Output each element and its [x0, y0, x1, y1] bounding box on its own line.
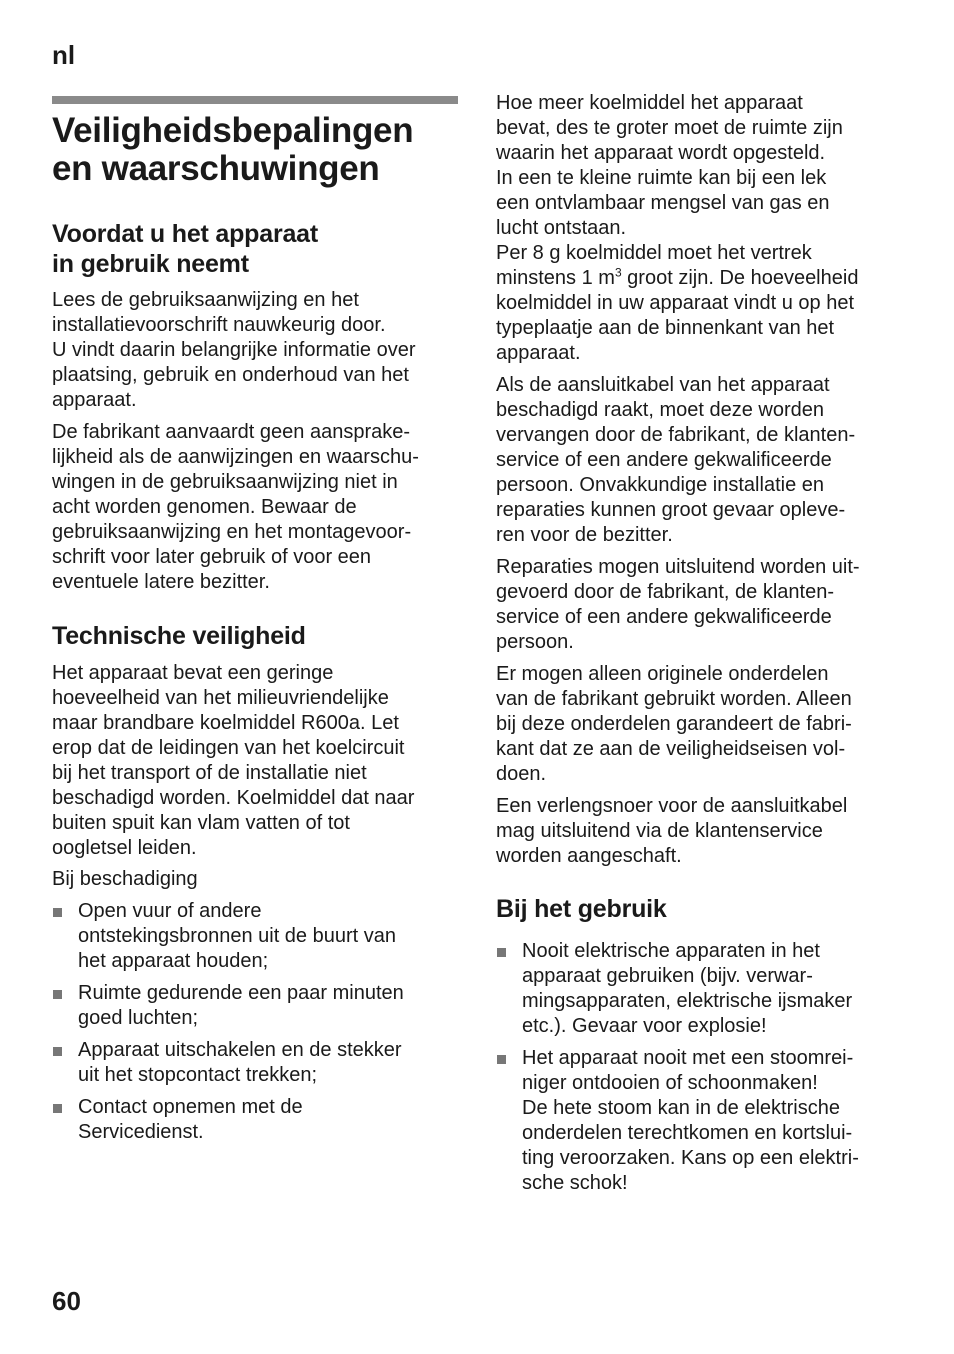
list-item: Contact opnemen met de Servicedienst. — [52, 1095, 472, 1145]
right-paragraph-4 — [496, 662, 916, 787]
bullet-square-icon — [53, 1047, 62, 1056]
damage-bullet-list — [52, 899, 472, 1145]
section-technical-safety — [52, 621, 472, 651]
during-use-bullet-list — [496, 939, 916, 1196]
language-label: nl — [52, 40, 76, 70]
section-heading-technical-safety: Technische veiligheid — [52, 622, 306, 650]
list-item: Open vuur of andere ontstekingsbronnen uit de buurt van het apparaat houden; — [52, 899, 472, 974]
right-paragraph-3 — [496, 555, 916, 655]
paragraph: Het apparaat bevat een geringe hoeveelheid van het milieuvriendelijke maar brandbare koelmiddel R600a. Let erop dat de leidingen van het koelcircuit bij het transport of de installatie niet beschadigd worden. Koelmiddel dat naar buiten spuit kan vlam vatten of tot oogletsel leiden. — [52, 662, 415, 859]
paragraph: Een verlengsnoer voor de aansluitkabel mag uitsluitend via de klantenservice worden aangeschaft. — [496, 795, 848, 867]
section-heading-during-use: Bij het gebruik — [496, 895, 667, 923]
bullet-square-icon — [53, 908, 62, 917]
technical-safety-paragraph-1 — [52, 661, 472, 861]
right-paragraph-1 — [496, 91, 916, 366]
title-rule — [52, 96, 458, 104]
list-item: Apparaat uitschakelen en de stekker uit het stopcontact trekken; — [52, 1038, 472, 1088]
bullet-square-icon — [53, 1104, 62, 1113]
list-item: Nooit elektrische apparaten in het apparaat gebruiken (bijv. verwar- mingsapparaten, elektrische ijsmaker etc.). Gevaar voor explosie! — [496, 939, 916, 1039]
right-paragraph-5 — [496, 794, 916, 869]
paragraph: Lees de gebruiksaanwijzing en het installatievoorschrift nauwkeurig door. U vindt daarin belangrijke informatie over plaatsing, gebruik en onderhoud van het apparaat. — [52, 289, 416, 411]
bullet-square-icon — [53, 990, 62, 999]
paragraph: Er mogen alleen originele onderdelen van de fabrikant gebruikt worden. Alleen bij deze onderdelen garandeert de fabri- kant dat ze aan de veiligheidseisen vol- doen. — [496, 663, 852, 785]
right-paragraph-2 — [496, 373, 916, 548]
before-use-paragraph-2 — [52, 420, 472, 595]
section-heading-before-use: Voordat u het apparaat in gebruik neemt — [52, 220, 319, 278]
superscript: 3 — [614, 265, 622, 280]
list-item: Het apparaat nooit met een stoomrei- niger ontdooien of schoonmaken! De hete stoom kan in de elektrische onderdelen terechtkomen en kortslui- ting veroorzaken. Kans op een elektri- sche schok! — [496, 1046, 916, 1196]
paragraph: Hoe meer koelmiddel het apparaat bevat, des te groter moet de ruimte zijn waarin het apparaat wordt opgesteld. In een te kleine ruimte kan bij een lek een ontvlambaar mengsel van gas en lucht ontstaan. Per 8 g koelmiddel moet het vertrek minstens 1 $m^3$ groot zijn. De hoeveelheid koelmiddel in uw apparaat vindt u op het typeplaatje aan de binnenkant van het apparaat. — [496, 92, 859, 364]
paragraph: Reparaties mogen uitsluitend worden uit- gevoerd door de fabrikant, de klanten- service of een andere gekwalificeerde persoon. — [496, 556, 860, 653]
list-item: Ruimte gedurende een paar minuten goed luchten; — [52, 981, 472, 1031]
paragraph: Als de aansluitkabel van het apparaat beschadigd raakt, moet deze worden vervangen door de fabrikant, de klanten- service of een andere gekwalificeerde persoon. Onvakkundige installatie en reparaties kunnen groot gevaar opleve- ren voor de bezitter. — [496, 374, 856, 546]
technical-safety-paragraph-2 — [52, 867, 472, 892]
bullet-square-icon — [497, 948, 506, 957]
bullet-square-icon — [497, 1055, 506, 1064]
page-title: Veiligheidsbepalingen en waarschuwingen — [52, 111, 414, 188]
section-before-use — [52, 219, 472, 279]
page-number: 60 — [52, 1286, 81, 1316]
section-during-use — [496, 894, 916, 924]
before-use-paragraph-1 — [52, 288, 472, 413]
paragraph: De fabrikant aanvaardt geen aansprake- lijkheid als de aanwijzingen en waarschu- wingen in de gebruiksaanwijzing niet in acht worden genomen. Bewaar de gebruiksaanwijzing en het montagevoor- schrift voor later gebruik of voor een eventuele latere bezitter. — [52, 421, 419, 593]
paragraph: Bij beschadiging — [52, 868, 198, 890]
